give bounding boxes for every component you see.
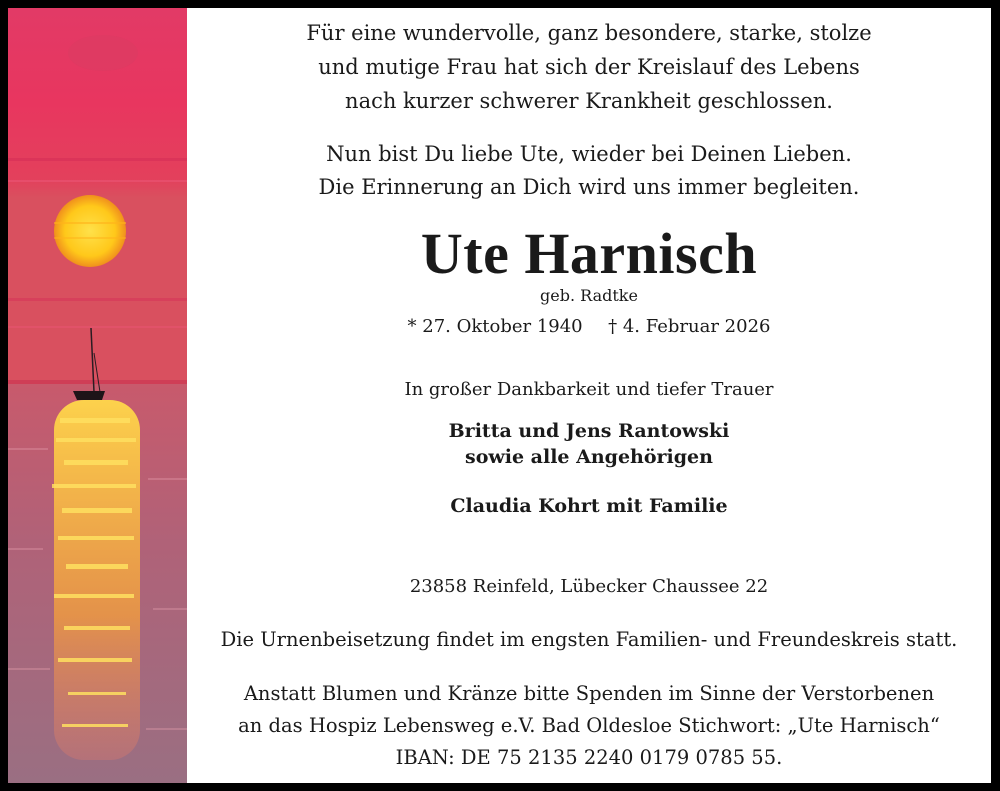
mourning-line: In großer Dankbarkeit und tiefer Trauer — [404, 379, 774, 400]
deceased-name: Ute Harnisch — [420, 221, 758, 286]
obituary-notice — [8, 8, 991, 783]
mourner-line-2: sowie alle Angehörigen — [465, 446, 713, 468]
sunset-sea-image — [8, 8, 187, 783]
birth-date: * 27. Oktober 1940 — [407, 316, 583, 337]
sunset-photo — [8, 8, 187, 783]
address: 23858 Reinfeld, Lübecker Chaussee 22 — [409, 576, 769, 597]
notice-text — [187, 8, 991, 783]
donation-line-1: Anstatt Blumen und Kränze bitte Spenden im Sinne der Verstorbenen — [243, 682, 935, 705]
death-date: † 4. Februar 2026 — [608, 316, 771, 337]
intro-line-3: nach kurzer schwerer Krankheit geschlossen. — [345, 89, 833, 113]
burial-note: Die Urnenbeisetzung findet im engsten Familien- und Freundeskreis statt. — [220, 628, 958, 651]
intro-line-1: Für eine wundervolle, ganz besondere, starke, stolze — [306, 21, 872, 45]
life-dates — [187, 315, 991, 339]
maiden-name: geb. Radtke — [540, 286, 638, 305]
verse-line-2: Die Erinnerung an Dich wird uns immer begleiten. — [318, 175, 860, 199]
intro-line-2: und mutige Frau hat sich der Kreislauf des Lebens — [318, 55, 860, 79]
donation-line-3: IBAN: DE 75 2135 2240 0179 0785 55. — [395, 746, 783, 769]
donation-line-2: an das Hospiz Lebensweg e.V. Bad Oldesloe Stichwort: „Ute Harnisch“ — [238, 714, 940, 737]
mourner-line-3: Claudia Kohrt mit Familie — [450, 495, 728, 517]
mourner-line-1: Britta und Jens Rantowski — [448, 420, 730, 442]
verse-line-1: Nun bist Du liebe Ute, wieder bei Deinen Lieben. — [326, 142, 852, 166]
